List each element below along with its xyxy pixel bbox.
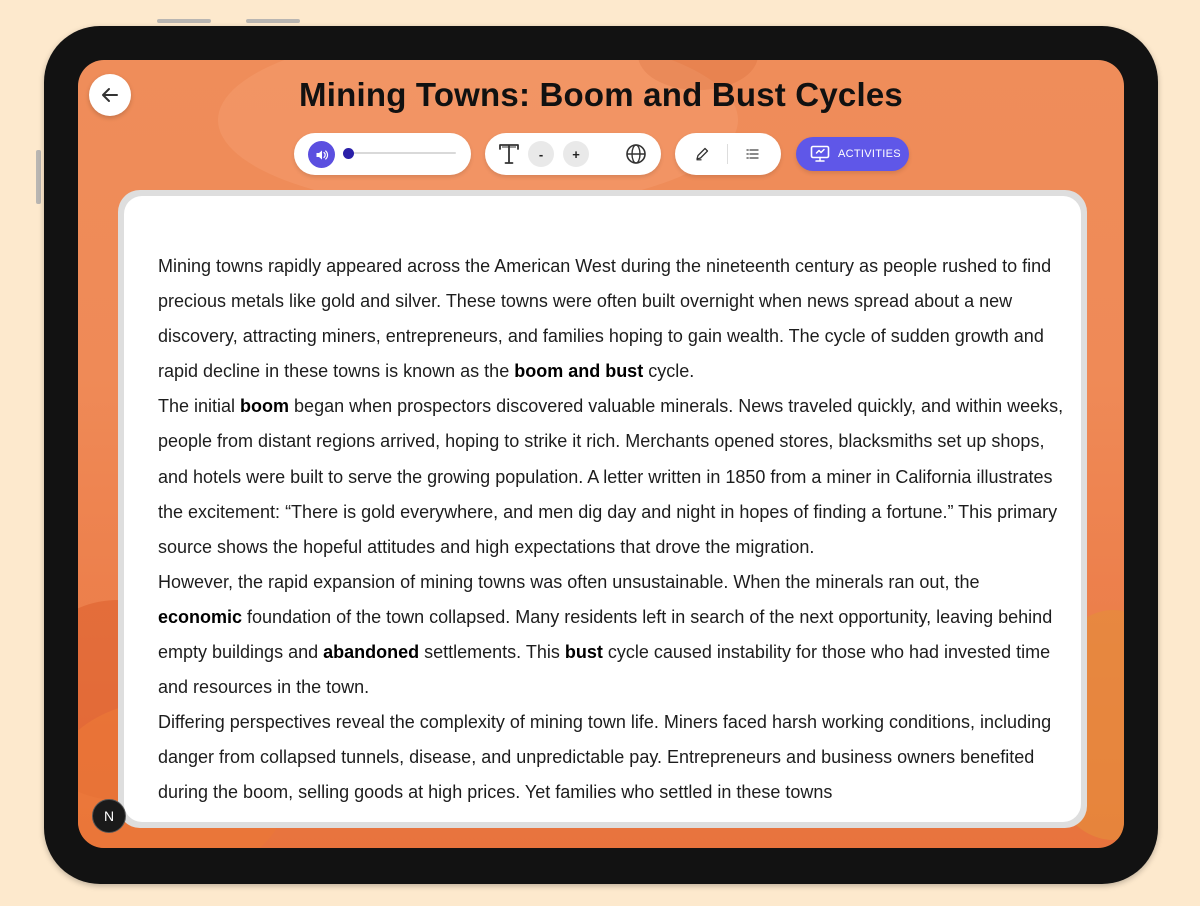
app-badge[interactable]: N xyxy=(92,799,126,833)
paragraph-text: Mining towns rapidly appeared across the American West during the nineteenth century as people rushed to find precious metals like gold and silver. These towns were often built overnight when news spread about a new discovery, attracting miners, entrepreneurs, and families hoping to gain wealth. The cycle of sudden growth and rapid decline in these towns is known as the xyxy=(158,256,1052,382)
article-paragraph xyxy=(158,705,1068,810)
audio-progress-thumb[interactable] xyxy=(343,148,354,159)
app-screen xyxy=(78,60,1124,848)
paragraph-text: cycle caused instability for those who had invested time and resources in the town. xyxy=(158,642,1051,698)
key-term: abandoned xyxy=(323,642,420,663)
globe-icon[interactable] xyxy=(625,143,647,165)
key-term: boom and bust xyxy=(514,361,644,382)
page-title: Mining Towns: Boom and Bust Cycles xyxy=(299,76,903,113)
list-icon[interactable] xyxy=(746,148,759,160)
key-term: boom xyxy=(240,396,290,417)
article-paragraph xyxy=(158,389,1068,564)
reading-card[interactable] xyxy=(124,196,1081,822)
key-term: bust xyxy=(564,642,603,663)
volume-up-hardware-button xyxy=(157,19,211,23)
text-settings-toolbar xyxy=(485,133,661,175)
volume-down-hardware-button xyxy=(246,19,300,23)
text-size-icon[interactable] xyxy=(497,143,521,165)
paragraph-text: cycle. xyxy=(643,361,695,382)
activities-label: ACTIVITIES xyxy=(838,148,901,160)
annotation-toolbar xyxy=(675,133,781,175)
speaker-icon xyxy=(315,148,329,162)
audio-player xyxy=(294,133,471,175)
presentation-screen-icon xyxy=(810,145,830,163)
power-hardware-button xyxy=(36,150,41,204)
paragraph-text: began when prospectors discovered valuable minerals. News traveled quickly, and within weeks, people from distant regions arrived, hoping to strike it rich. Merchants opened stores, blacksmiths set up shops, and hotels were built to serve the growing population. A letter written in 1850 from a miner in California illustrates the excitement: “There is gold everywhere, and men dig day and night in hopes of finding a fortune.” This primary source shows the hopeful attitudes and high expectations that drove the migration. xyxy=(158,396,1064,557)
activities-button[interactable] xyxy=(796,137,909,171)
paragraph-text: foundation of the town collapsed. Many residents left in search of the next opportunity, leaving behind empty buildings and xyxy=(158,606,1053,663)
paragraph-text: However, the rapid expansion of mining towns was often unsustainable. When the minerals ran out, the xyxy=(158,571,980,592)
reading-card-frame xyxy=(118,190,1087,828)
paragraph-text: Differing perspectives reveal the complexity of mining town life. Miners faced harsh working conditions, including danger from collapsed tunnels, disease, and unpredictable pay. Entrepreneurs and business owners benefited during the boom, selling goods at high prices. Yet families who settled in these towns xyxy=(158,712,1052,803)
decrease-font-button[interactable]: - xyxy=(528,141,554,167)
paragraph-text: settlements. This xyxy=(419,642,565,663)
pencil-icon[interactable] xyxy=(695,147,709,161)
increase-font-button[interactable]: + xyxy=(563,141,589,167)
article-paragraph xyxy=(158,249,1068,389)
key-term: economic xyxy=(158,606,243,627)
article-body xyxy=(158,249,1068,811)
paragraph-text: The initial xyxy=(158,396,241,417)
article-paragraph xyxy=(158,565,1068,705)
toolbar-divider xyxy=(727,144,728,164)
audio-progress-track[interactable] xyxy=(346,152,456,154)
audio-play-button[interactable] xyxy=(308,141,335,168)
